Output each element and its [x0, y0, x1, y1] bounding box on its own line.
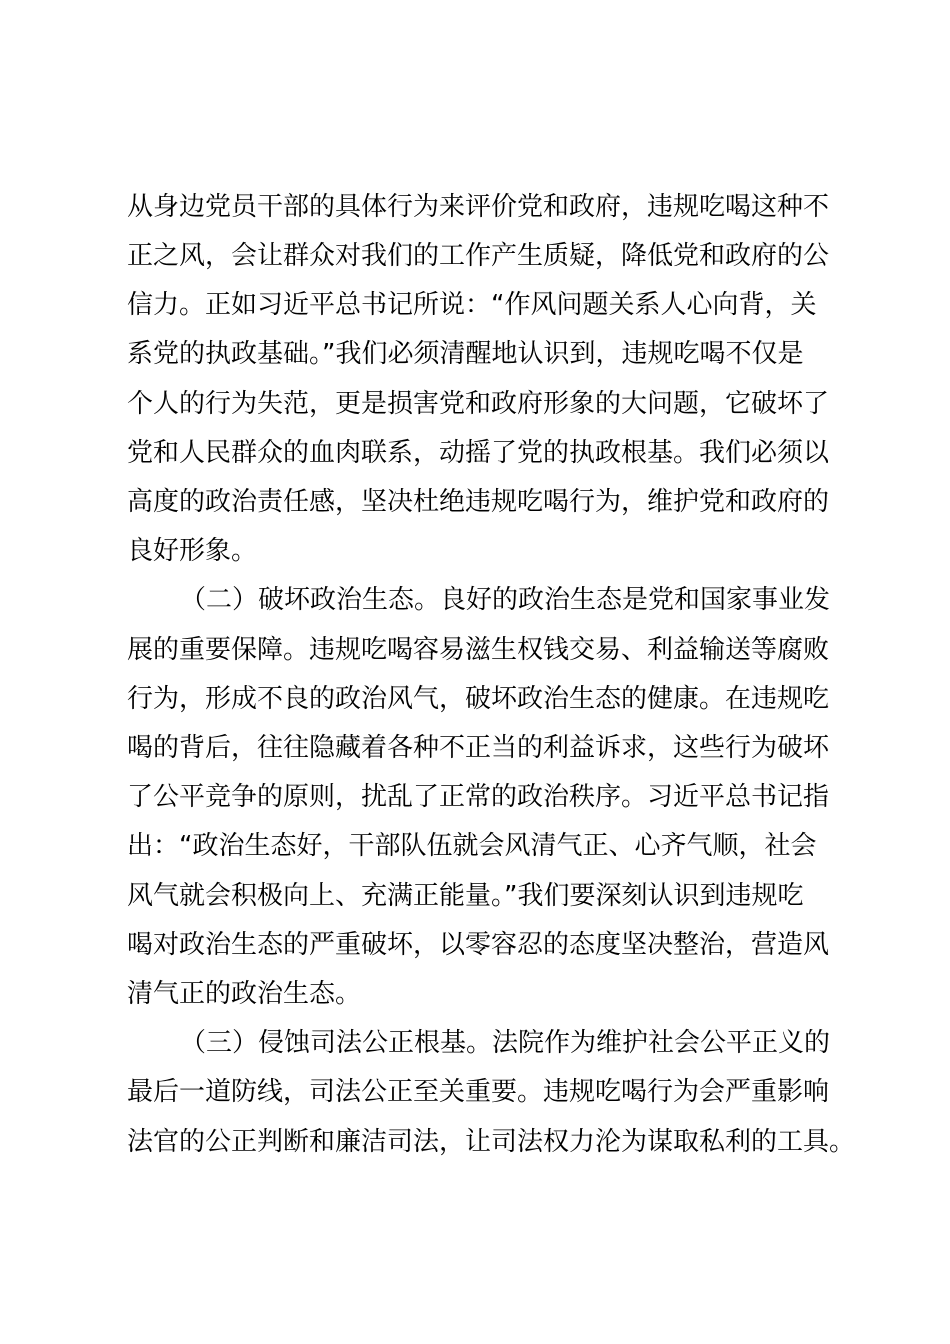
section-heading-line: （二）破坏政治生态。良好的政治生态是党和国家事业发 — [180, 585, 831, 615]
text-line: 清气正的政治生态。 — [127, 979, 362, 1009]
text-line: 信力。正如习近平总书记所说：“作风问题关系人心向背，关 — [127, 290, 817, 320]
text-line: 喝对政治生态的严重破坏，以零容忍的态度坚决整治，营造风 — [127, 930, 830, 960]
text-line: 最后一道防线，司法公正至关重要。违规吃喝行为会严重影响 — [127, 1077, 830, 1107]
text-line: 系党的执政基础。”我们必须清醒地认识到，违规吃喝不仅是 — [127, 339, 804, 369]
section-heading-line: （三）侵蚀司法公正根基。法院作为维护社会公平正义的 — [180, 1028, 831, 1058]
text-line: 良好形象。 — [127, 536, 258, 566]
text-line: 喝的背后，往往隐藏着各种不正当的利益诉求，这些行为破坏 — [127, 733, 830, 763]
text-line: 个人的行为失范，更是损害党和政府形象的大问题，它破坏了 — [127, 389, 830, 419]
text-line: 法官的公正判断和廉洁司法，让司法权力沦为谋取私利的工具。 — [127, 1127, 856, 1157]
text-line: 行为，形成不良的政治风气，破坏政治生态的健康。在违规吃 — [127, 684, 830, 714]
text-line: 出：“政治生态好，干部队伍就会风清气正、心齐气顺，社会 — [127, 831, 817, 861]
text-line: 正之风，会让群众对我们的工作产生质疑，降低党和政府的公 — [127, 241, 830, 271]
text-line: 了公平竞争的原则，扰乱了正常的政治秩序。习近平总书记指 — [127, 782, 830, 812]
text-line: 高度的政治责任感，坚决杜绝违规吃喝行为，维护党和政府的 — [127, 487, 830, 517]
text-line: 风气就会积极向上、充满正能量。”我们要深刻认识到违规吃 — [127, 881, 804, 911]
text-line: 展的重要保障。违规吃喝容易滋生权钱交易、利益输送等腐败 — [127, 635, 830, 665]
text-line: 从身边党员干部的具体行为来评价党和政府，违规吃喝这种不 — [127, 192, 830, 222]
text-line: 党和人民群众的血肉联系，动摇了党的执政根基。我们必须以 — [127, 438, 830, 468]
